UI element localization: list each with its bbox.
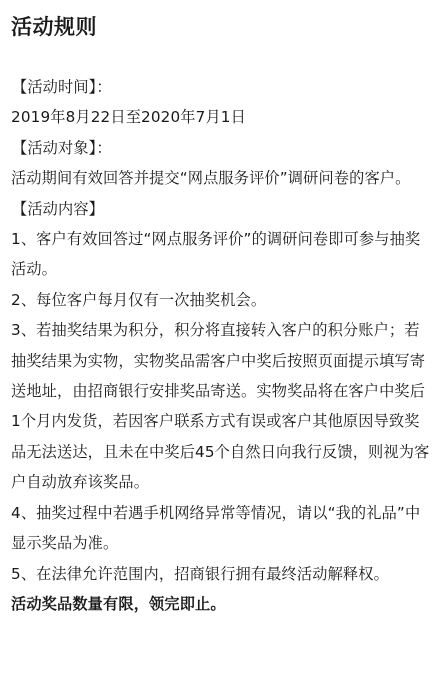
rules-content xyxy=(11,72,434,619)
rule-item-1: 1、客户有效回答过“网点服务评价”的调研问卷即可参与抽奖活动。 xyxy=(11,230,421,279)
target-value: 活动期间有效回答并提交“网点服务评价”调研问卷的客户。 xyxy=(11,169,411,188)
rule-item-2: 2、每位客户每月仅有一次抽奖机会。 xyxy=(11,290,267,309)
closing-note: 活动奖品数量有限，领完即止。 xyxy=(11,594,226,613)
time-heading: 【活动时间】： xyxy=(12,78,112,96)
rule-item-5: 5、在法律允许范围内，招商银行拥有最终活动解释权。 xyxy=(11,564,389,583)
rule-item-3: 3、若抽奖结果为积分，积分将直接转入客户的积分账户；若抽奖结果为实物，实物奖品需客户中奖后按照页面提示填写寄送地址，由招商银行安排奖品寄送。实物奖品将在客户中奖后1个月内发货，若因客户联系方式有误或客户其他原因导致奖品无法送达，且未在中奖后45个自然日向我行反馈，则视为客户自动放弃该奖品。 xyxy=(11,321,430,492)
time-value: 2019年8月22日至2020年7月1日 xyxy=(11,108,246,127)
rule-item-4: 4、抽奖过程中若遇手机网络异常等情况，请以“我的礼品”中显示奖品为准。 xyxy=(11,503,421,553)
content-heading: 【活动内容】 xyxy=(12,199,105,218)
page-title: 活动规则 xyxy=(11,15,97,39)
target-heading: 【活动对象】： xyxy=(12,138,112,157)
